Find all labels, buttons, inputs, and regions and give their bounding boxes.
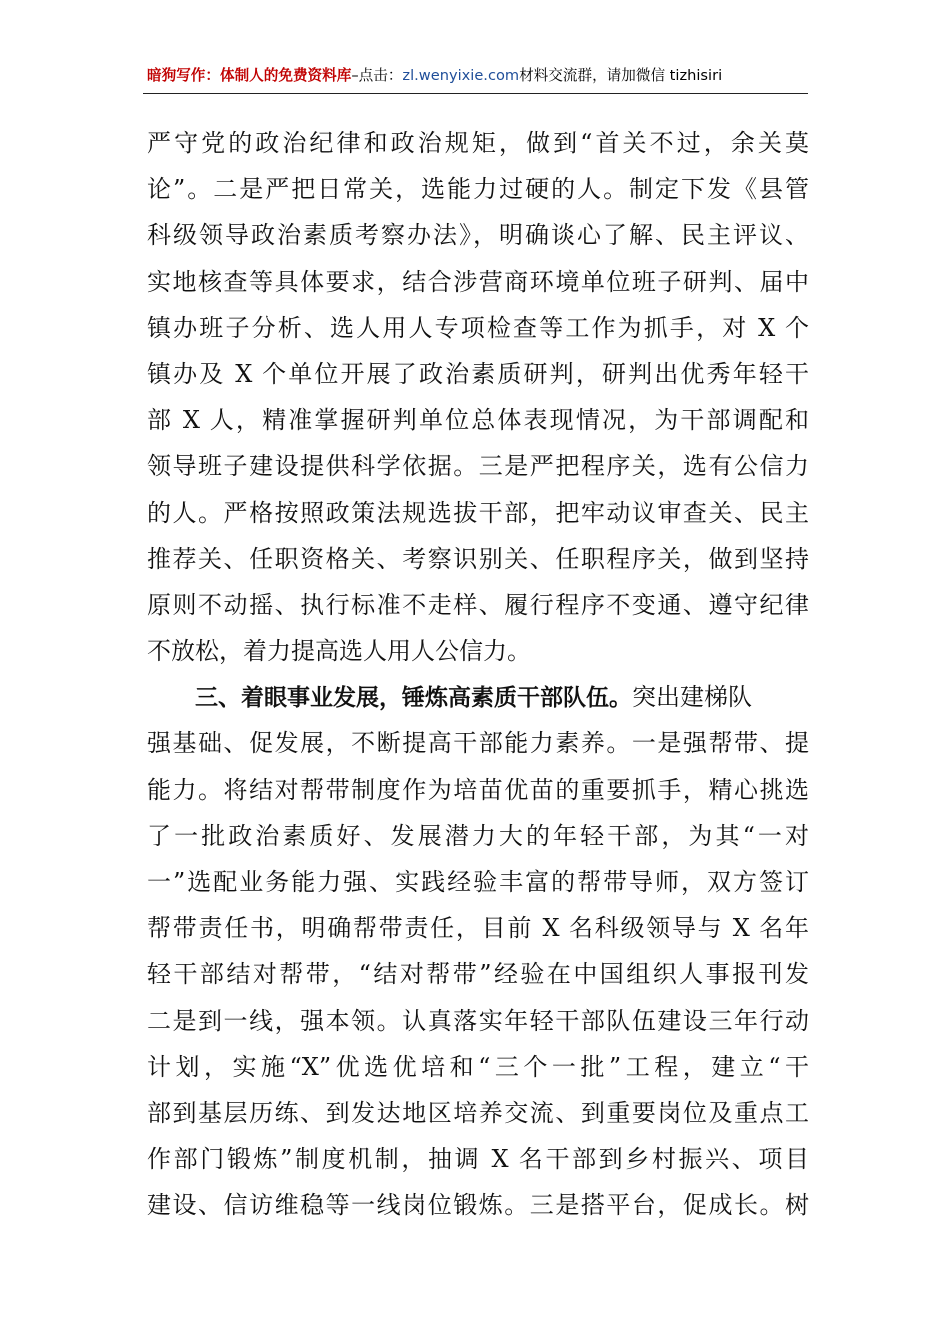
section-heading: 三、着眼事业发展，锤炼高素质干部队伍。 [195,685,632,712]
paragraph-line: 不放松，着力提高选人用人公信力。 [147,637,531,666]
paragraph-line: 作部门锻炼”制度机制，抽调 X 名干部到乡村振兴、项目 [147,1145,809,1174]
paragraph-line: 的人。严格按照政策法规选拔干部，把牢动议审查关、民主 [147,498,809,527]
paragraph-line: 能力。将结对帮带制度作为培苗优苗的重要抓手，精心挑选 [147,775,809,804]
paragraph-line: 计划，实施“X”优选优培和“三个一批”工程，建立“干 [147,1052,809,1081]
body-text [147,120,809,1229]
header-divider [143,93,808,94]
page-header [147,66,807,86]
paragraph-line: 轻干部结对帮带，“结对帮带”经验在中国组织人事报刊发 [147,960,809,989]
section-first-line-text: 突出建梯队 [632,683,752,712]
paragraph-line: 论”。二是严把日常关，选能力过硬的人。制定下发《县管 [147,175,809,204]
paragraph-line: 部 X 人，精准掌握研判单位总体表现情况，为干部调配和 [147,406,809,435]
paragraph-line: 部到基层历练、到发达地区培养交流、到重要岗位及重点工 [147,1098,809,1127]
paragraph-line: 强基础、促发展，不断提高干部能力素养。一是强帮带、提 [147,729,809,758]
paragraph-line: 帮带责任书，明确帮带责任，目前 X 名科级领导与 X 名年 [147,914,809,943]
paragraph-line: 原则不动摇、执行标准不走样、履行程序不变通、遵守纪律 [147,590,809,619]
section-first-line [147,674,809,720]
paragraph-line: 推荐关、任职资格关、考察识别关、任职程序关，做到坚持 [147,544,809,573]
paragraph-line: 科级领导政治素质考察办法》，明确谈心了解、民主评议、 [147,221,809,250]
paragraph-line: 镇办班子分析、选人用人专项检查等工作为抓手，对 X 个 [147,313,809,342]
header-brand: 暗狗写作：体制人的免费资料库 [147,67,352,84]
header-suffix: 材料交流群，请加微信 tizhisiri [519,67,723,84]
paragraph-line: 严守党的政治纪律和政治规矩，做到“首关不过，余关莫 [147,129,809,157]
paragraph-line: 二是到一线，强本领。认真落实年轻干部队伍建设三年行动 [147,1006,809,1035]
paragraph-line: 实地核查等具体要求，结合涉营商环境单位班子研判、届中 [147,267,809,296]
paragraph-line: 一”选配业务能力强、实践经验丰富的帮带导师，双方签订 [147,868,809,896]
paragraph-line: 镇办及 X 个单位开展了政治素质研判，研判出优秀年轻干 [147,359,809,388]
paragraph-line: 了一批政治素质好、发展潜力大的年轻干部，为其“一对 [147,821,809,850]
header-click-prefix: –点击： [351,67,403,84]
paragraph-line: 领导班子建设提供科学依据。三是严把程序关，选有公信力 [147,452,809,481]
header-url-link[interactable]: zl.wenyixie.com [402,67,520,84]
paragraph-line: 建设、信访维稳等一线岗位锻炼。三是搭平台，促成长。树 [147,1191,809,1220]
